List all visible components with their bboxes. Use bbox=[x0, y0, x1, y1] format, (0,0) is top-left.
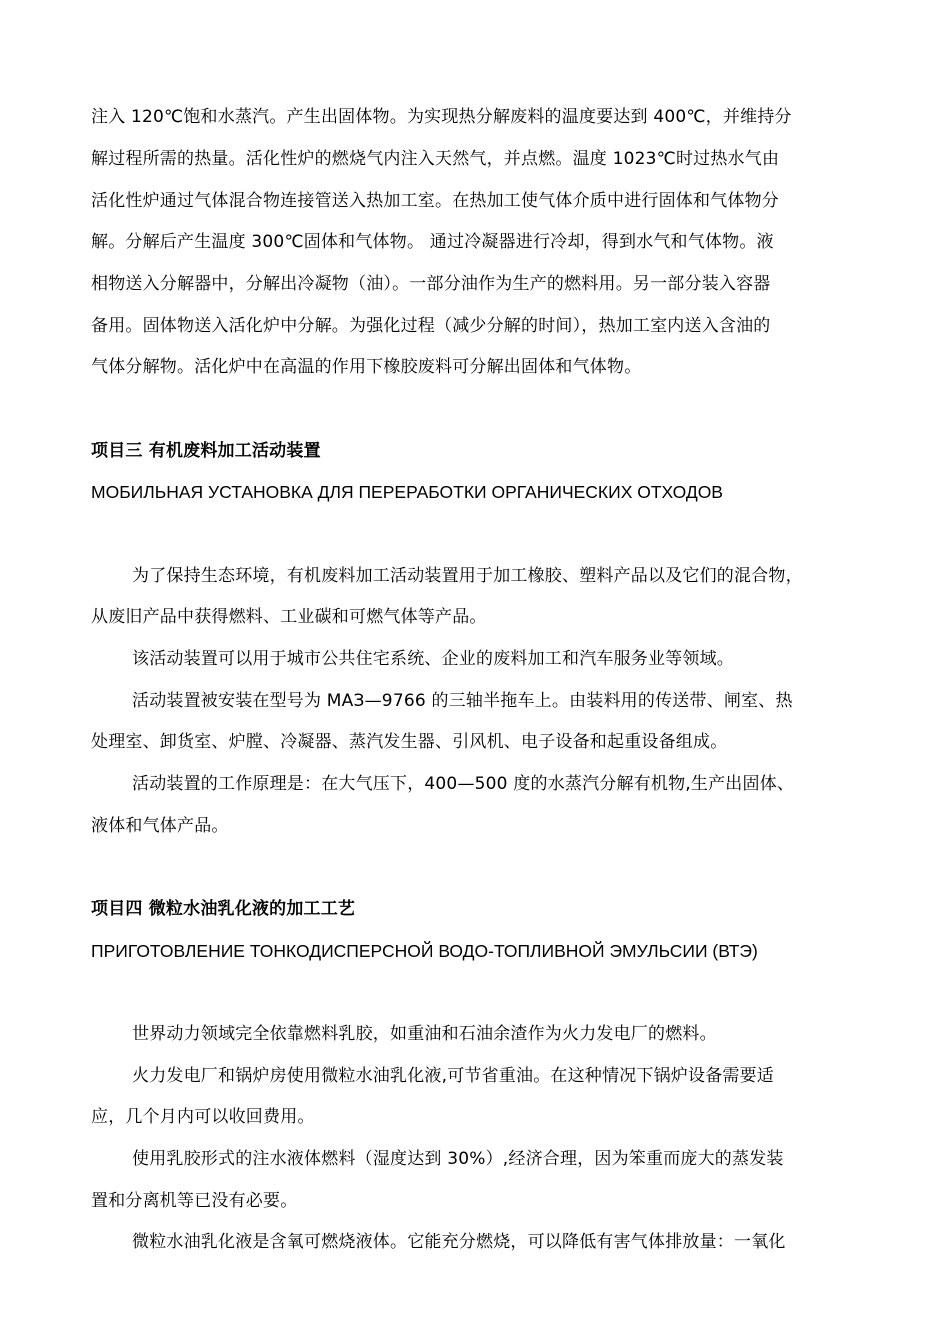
text-line: 置和分离机等已没有必要。 bbox=[91, 1191, 298, 1211]
text-line: 为了保持生态环境，有机废料加工活动装置用于加工橡胶、塑料产品以及它们的混合物， bbox=[132, 566, 803, 586]
section-heading-ru: МОБИЛЬНАЯ УСТАНОВКА ДЛЯ ПЕРЕРАБОТКИ ОРГАНИЧЕСКИХ ОТХОДОВ bbox=[91, 482, 723, 502]
text-line: 活动装置的工作原理是：在大气压下，400—500 度的水蒸汽分解有机物,生产出固体、 bbox=[132, 774, 795, 794]
text-line: 解。分解后产生温度 300℃固体和气体物。 通过冷凝器进行冷却，得到水气和气体物。液 bbox=[91, 232, 774, 252]
text-line: 备用。固体物送入活化炉中分解。为强化过程（减少分解的时间），热加工室内送入含油的 bbox=[91, 316, 771, 336]
text-line: 注入 120℃饱和水蒸汽。产生出固体物。为实现热分解废料的温度要达到 400℃，并维持分 bbox=[91, 107, 792, 127]
text-line: 相物送入分解器中，分解出冷凝物（油）。一部分油作为生产的燃料用。另一部分装入容器 bbox=[91, 274, 771, 294]
text-line: 火力发电厂和锅炉房使用微粒水油乳化液,可节省重油。在这种情况下锅炉设备需要适 bbox=[132, 1066, 775, 1086]
text-line: 活动装置被安装在型号为 МАЗ—9766 的三轴半拖车上。由装料用的传送带、闸室、热 bbox=[132, 691, 793, 711]
section-heading-cn: 项目三 有机废料加工活动装置 bbox=[91, 441, 321, 461]
text-line: 该活动装置可以用于城市公共住宅系统、企业的废料加工和汽车服务业等领域。 bbox=[132, 649, 734, 669]
text-line: 微粒水油乳化液是含氧可燃烧液体。它能充分燃烧，可以降低有害气体排放量：一氧化 bbox=[132, 1232, 786, 1252]
section-heading-cn: 项目四 微粒水油乳化液的加工工艺 bbox=[91, 899, 356, 919]
text-line: 从废旧产品中获得燃料、工业碳和可燃气体等产品。 bbox=[91, 607, 487, 627]
section-heading-ru: ПРИГОТОВЛЕНИЕ ТОНКОДИСПЕРСНОЙ ВОДО-ТОПЛИВНОЙ ЭМУЛЬСИИ (ВТЭ) bbox=[91, 941, 758, 961]
text-line: 气体分解物。活化炉中在高温的作用下橡胶废料可分解出固体和气体物。 bbox=[91, 357, 642, 377]
text-line: 解过程所需的热量。活化性炉的燃烧气内注入天然气，并点燃。温度 1023℃时过热水气由 bbox=[91, 149, 780, 169]
text-line: 液体和气体产品。 bbox=[91, 816, 229, 836]
text-line: 世界动力领域完全依靠燃料乳胶，如重油和石油余渣作为火力发电厂的燃料。 bbox=[132, 1024, 717, 1044]
text-line: 活化性炉通过气体混合物连接管送入热加工室。在热加工使气体介质中进行固体和气体物分 bbox=[91, 191, 779, 211]
text-line: 使用乳胶形式的注水液体燃料（湿度达到 30%）,经济合理，因为笨重而庞大的蒸发装 bbox=[132, 1149, 784, 1169]
text-line: 处理室、卸货室、炉膛、冷凝器、蒸汽发生器、引风机、电子设备和起重设备组成。 bbox=[91, 732, 728, 752]
text-line: 应，几个月内可以收回费用。 bbox=[91, 1107, 315, 1127]
